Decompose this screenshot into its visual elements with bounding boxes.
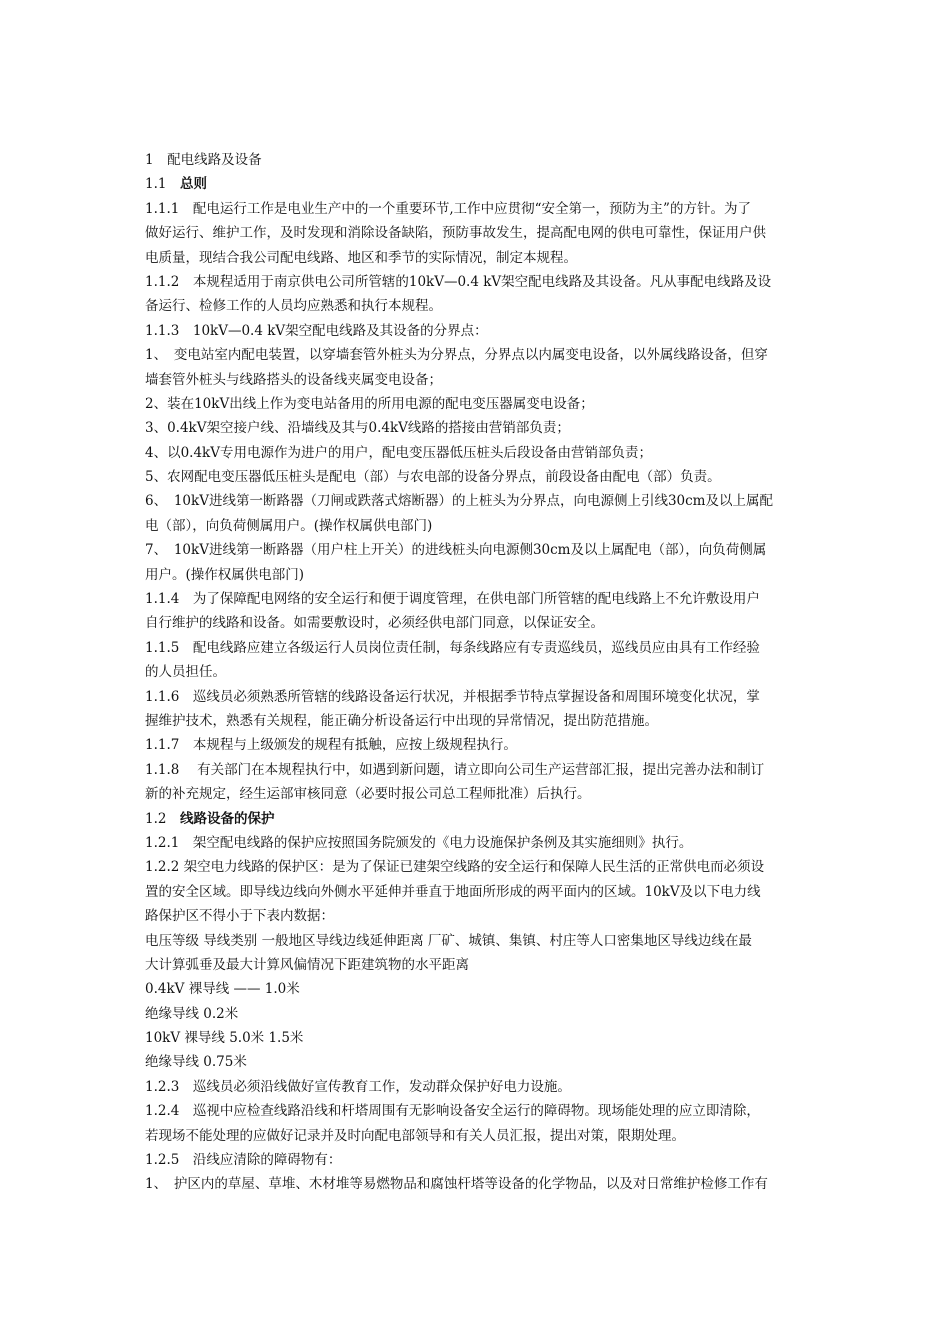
list-item-line: 1、 变电站室内配电装置，以穿墙套管外桩头为分界点，分界点以内属变电设备，以外属线路设备，但穿	[145, 347, 768, 364]
paragraph-line: 1.1.3 10kV—0.4 kV架空配电线路及其设备的分界点：	[145, 322, 488, 339]
table-text-line: 电压等级 导线类别 一般地区导线边线延伸距离 厂矿、城镇、集镇、村庄等人口密集地区导线边线在最	[145, 932, 752, 949]
table-text-line: 10kV 裸导线 5.0米 1.5米	[145, 1030, 304, 1047]
subsection-number: 1.2	[145, 810, 180, 827]
table-text-line: 绝缘导线 0.2米	[145, 1005, 239, 1022]
paragraph-line: 1.1.1 配电运行工作是电业生产中的一个重要环节,工作中应贯彻“安全第一，预防为主”的方针。为了	[145, 200, 751, 217]
paragraph-line: 置的安全区域。即导线边线向外侧水平延伸并垂直于地面所形成的两平面内的区域。10kV及以下电力线	[145, 883, 761, 900]
paragraph-line: 备运行、检修工作的人员均应熟悉和执行本规程。	[145, 298, 442, 315]
list-item-line: 6、 10kV进线第一断路器（刀闸或跌落式熔断器）的上桩头为分界点，向电源侧上引线30cm及以上属配	[145, 493, 773, 510]
subsection-title: 线路设备的保护	[179, 810, 275, 827]
paragraph-line: 1.2.2 架空电力线路的保护区：是为了保证已建架空线路的安全运行和保障人民生活的正常供电而必须设	[145, 859, 765, 876]
paragraph-line: 1.1.6 巡线员必须熟悉所管辖的线路设备运行状况，并根据季节特点掌握设备和周围环境变化状况，掌	[145, 688, 760, 705]
paragraph-line: 若现场不能处理的应做好记录并及时向配电部领导和有关人员汇报，提出对策，限期处理。	[145, 1127, 685, 1144]
list-item-line: 5、农网配电变压器低压桩头是配电（部）与农电部的设备分界点，前段设备由配电（部）负责。	[145, 469, 721, 486]
paragraph-line: 路保护区不得小于下表内数据：	[145, 908, 334, 925]
list-item-line: 用户。(操作权属供电部门)	[145, 566, 305, 583]
subsection-number: 1.1	[145, 176, 180, 193]
section-heading: 1 配电线路及设备	[145, 152, 262, 168]
paragraph-line: 1.2.5 沿线应清除的障碍物有：	[145, 1152, 342, 1169]
table-text-line: 0.4kV 裸导线 —— 1.0米	[145, 981, 300, 998]
table-text-line: 大计算弧垂及最大计算风偏情况下距建筑物的水平距离	[145, 956, 469, 973]
subsection-heading	[145, 172, 810, 196]
paragraph-line: 1.2.3 巡线员必须沿线做好宣传教育工作，发动群众保护好电力设施。	[145, 1078, 571, 1095]
paragraph-line: 1.1.5 配电线路应建立各级运行人员岗位责任制，每条线路应有专责巡线员，巡线员应由具有工作经验	[145, 639, 760, 656]
paragraph-line: 1.2.1 架空配电线路的保护应按照国务院颁发的《电力设施保护条例及其实施细则》执行。	[145, 834, 693, 851]
document-page	[145, 148, 810, 1197]
paragraph-line: 自行维护的线路和设备。如需要敷设时，必须经供电部门同意，以保证安全。	[145, 615, 604, 632]
list-item-line: 墙套管外桩头与线路搭头的设备线夹属变电设备；	[145, 371, 442, 388]
list-item-line: 3、0.4kV架空接户线、沿墙线及其与0.4kV线路的搭接由营销部负责；	[145, 420, 570, 437]
paragraph-line: 新的补充规定，经生运部审核同意（必要时报公司总工程师批准）后执行。	[145, 786, 591, 803]
table-text-line: 绝缘导线 0.75米	[145, 1054, 247, 1071]
paragraph-line: 做好运行、维护工作，及时发现和消除设备缺陷，预防事故发生，提高配电网的供电可靠性，保证用户供	[145, 225, 766, 242]
list-item-line: 7、 10kV进线第一断路器（用户柱上开关）的进线桩头向电源侧30cm及以上属配电（部），向负荷侧属	[145, 542, 767, 559]
paragraph-line: 1.2.4 巡视中应检查线路沿线和杆塔周围有无影响设备安全运行的障碍物。现场能处理的应立即清除，	[145, 1103, 760, 1120]
subsection-heading	[145, 807, 810, 831]
paragraph-line: 握维护技术，熟悉有关规程，能正确分析设备运行中出现的异常情况，提出防范措施。	[145, 712, 658, 729]
paragraph-line: 1.1.4 为了保障配电网络的安全运行和便于调度管理，在供电部门所管辖的配电线路上不允许敷设用户	[145, 591, 760, 608]
list-item-line: 2、装在10kV出线上作为变电站备用的所用电源的配电变压器属变电设备；	[145, 395, 594, 412]
subsection-title: 总则	[179, 176, 207, 193]
paragraph-line: 1.1.2 本规程适用于南京供电公司所管辖的10kV—0.4 kV架空配电线路及其设备。凡从事配电线路及设	[145, 273, 772, 290]
paragraph-line: 1.1.7 本规程与上级颁发的规程有抵触，应按上级规程执行。	[145, 737, 517, 754]
paragraph-line: 1.1.8 有关部门在本规程执行中，如遇到新问题，请立即向公司生产运营部汇报，提出完善办法和制订	[145, 761, 765, 778]
paragraph-line: 的人员担任。	[145, 664, 226, 681]
paragraph-line: 电质量，现结合我公司配电线路、地区和季节的实际情况，制定本规程。	[145, 249, 577, 266]
list-item-line: 4、以0.4kV专用电源作为进户的用户，配电变压器低压桩头后段设备由营销部负责；	[145, 444, 652, 461]
list-item-line: 1、 护区内的草屋、草堆、木材堆等易燃物品和腐蚀杆塔等设备的化学物品，以及对日常维护检修工作有	[145, 1176, 768, 1193]
list-item-line: 电（部），向负荷侧属用户。(操作权属供电部门)	[145, 517, 433, 534]
